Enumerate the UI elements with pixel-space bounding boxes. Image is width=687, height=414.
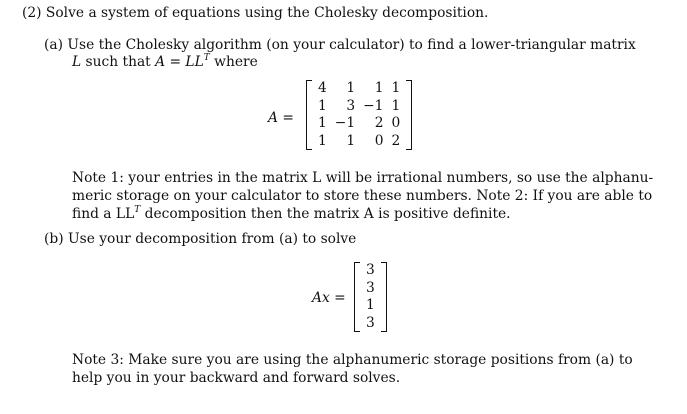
equation-Ax-label: Ax = xyxy=(312,290,346,306)
part-b-line1: (b) Use your decomposition from (a) to solve xyxy=(44,231,357,247)
matrix-cell: 1 xyxy=(318,97,327,114)
transpose-sup: T xyxy=(203,53,210,63)
matrix-row xyxy=(314,80,404,98)
note-2-line xyxy=(72,206,511,224)
matrix-cell: 1 xyxy=(391,97,401,114)
matrix-cell: 2 xyxy=(374,115,384,131)
matrix-A-label: A = xyxy=(268,110,294,126)
right-bracket xyxy=(381,262,387,332)
matrix-cell: −1 xyxy=(334,115,356,131)
matrix-cell: 2 xyxy=(391,132,401,149)
vector-row xyxy=(362,262,379,280)
vector-cell: 3 xyxy=(366,279,375,296)
vector-cell: 3 xyxy=(366,314,375,331)
var-L: L xyxy=(72,54,82,70)
vector-b xyxy=(354,262,387,332)
matrix-cell: 0 xyxy=(391,115,401,131)
matrix-cell: −1 xyxy=(363,97,384,114)
matrix-cell: 3 xyxy=(346,97,356,114)
vector-cell: 1 xyxy=(366,297,375,313)
matrix-cell: 1 xyxy=(318,115,327,131)
note-1-line2: meric storage on your calculator to store these numbers. Note 2: If you are able to xyxy=(72,188,653,204)
note-1-line1: Note 1: your entries in the matrix L will be irrational numbers, so use the alphanu- xyxy=(72,170,654,186)
note-3-line1: Note 3: Make sure you are using the alphanumeric storage positions from (a) to xyxy=(72,352,633,368)
note-2-sup: T xyxy=(134,205,141,215)
left-bracket xyxy=(306,80,312,150)
note-2-post: decomposition then the matrix A is positive definite. xyxy=(140,206,511,222)
right-bracket xyxy=(406,80,412,150)
text-such-that: such that xyxy=(81,54,156,70)
matrix-row xyxy=(314,115,404,133)
matrix-row xyxy=(314,133,404,151)
text-where: where xyxy=(209,54,258,70)
left-bracket xyxy=(354,262,360,332)
note-3-line2: help you in your backward and forward solves. xyxy=(72,370,401,386)
vector-cell: 3 xyxy=(366,262,375,278)
matrix-cell: 1 xyxy=(318,132,327,149)
vector-row xyxy=(362,297,379,315)
matrix-row xyxy=(314,98,404,116)
note-2-pre: find a LL xyxy=(72,206,135,222)
matrix-cell: 1 xyxy=(346,80,356,96)
matrix-A xyxy=(306,80,412,150)
vector-row xyxy=(362,315,379,333)
vector-row xyxy=(362,280,379,298)
matrix-cell: 0 xyxy=(374,132,384,149)
matrix-cell: 1 xyxy=(346,132,356,149)
matrix-cell: 1 xyxy=(374,80,384,96)
matrix-A-table xyxy=(314,80,404,150)
part-a-line2 xyxy=(72,54,258,72)
part-a-line1: (a) Use the Cholesky algorithm (on your calculator) to find a lower-triangular matrix xyxy=(44,37,636,53)
vector-b-table xyxy=(362,262,379,332)
matrix-cell: 1 xyxy=(391,80,401,96)
problem-heading: (2) Solve a system of equations using the Cholesky decomposition. xyxy=(22,5,489,21)
matrix-cell: 4 xyxy=(318,80,327,96)
equation-A-LLT: A = LL xyxy=(155,54,204,70)
